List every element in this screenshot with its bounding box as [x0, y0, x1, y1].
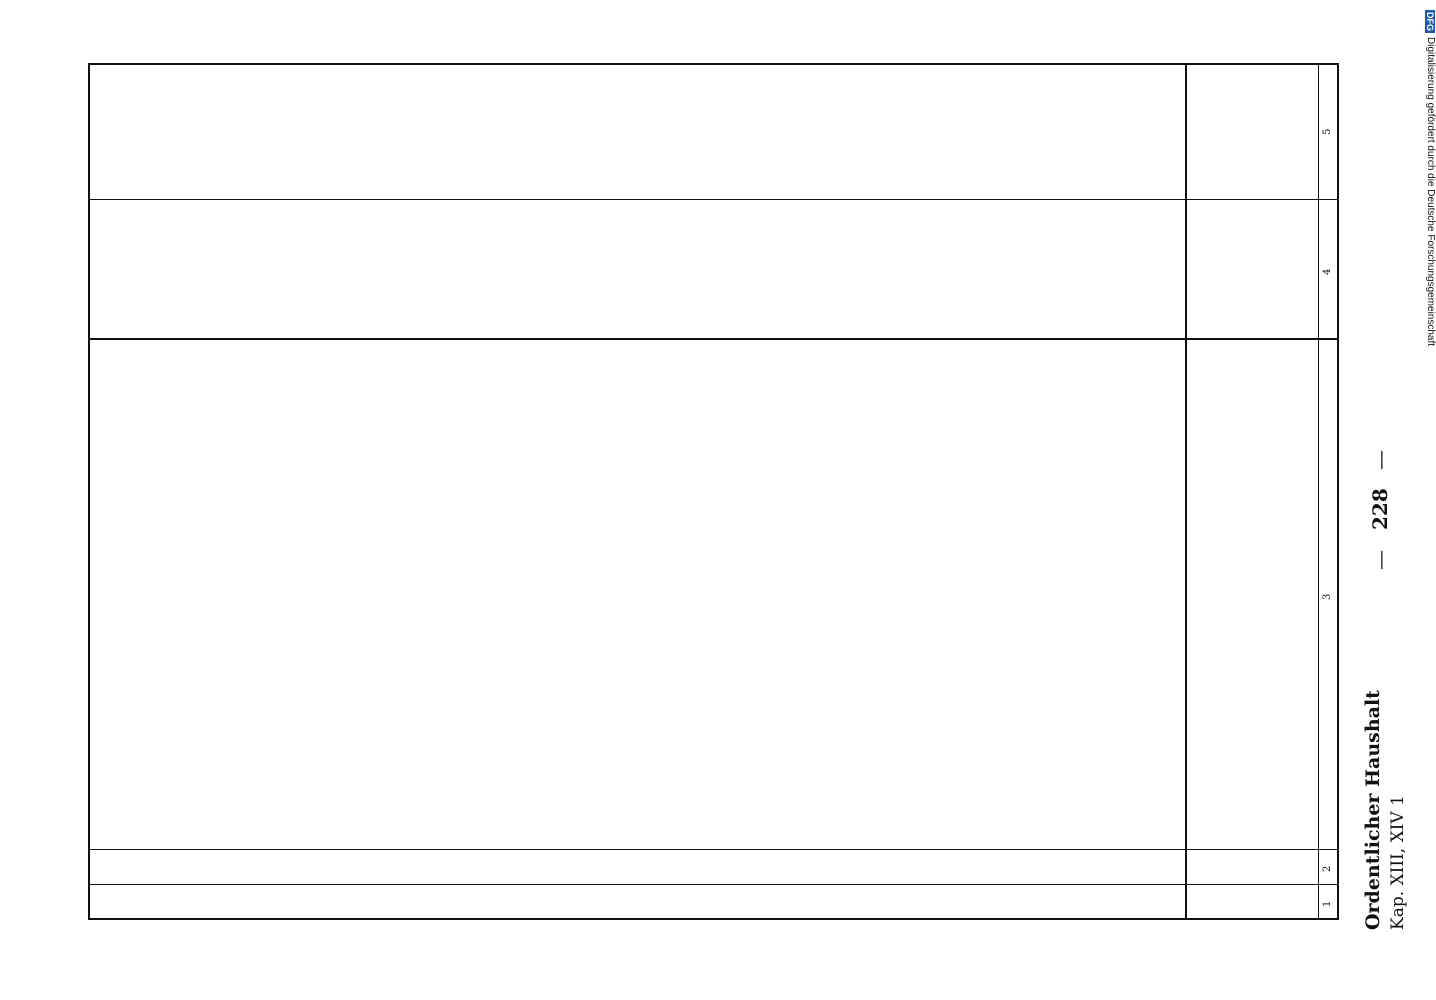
col-divider-6	[88, 63, 1339, 65]
dfg-logo: DFG	[1425, 12, 1436, 31]
col-divider-2	[88, 884, 1339, 885]
col-divider-1	[88, 918, 1339, 920]
digitization-credit-text: Digitalisierung gefördert durch die Deutsche Forschungsgemeinschaft	[1425, 37, 1436, 347]
col-number-4: 4	[1322, 268, 1333, 275]
col-divider-3	[88, 849, 1339, 850]
col-divider-5	[88, 199, 1339, 200]
column-number-rule	[1318, 65, 1319, 920]
chapter-ref: Kap. XIII, XIV 1	[1388, 795, 1408, 930]
page-number-dash-right: —	[1368, 450, 1392, 470]
table-top-rule	[1337, 65, 1339, 920]
col-number-3: 3	[1322, 593, 1333, 600]
table-bottom-rule	[88, 65, 90, 920]
page-number-dash-left: —	[1368, 550, 1392, 570]
page-number: 228	[1368, 488, 1392, 530]
running-title: Ordentlicher Haushalt	[1362, 690, 1384, 930]
col-number-1: 1	[1322, 900, 1333, 907]
col-number-2: 2	[1322, 865, 1333, 872]
col-number-5: 5	[1322, 128, 1333, 135]
col-divider-4	[88, 338, 1339, 340]
header-bottom-rule	[1185, 65, 1187, 920]
